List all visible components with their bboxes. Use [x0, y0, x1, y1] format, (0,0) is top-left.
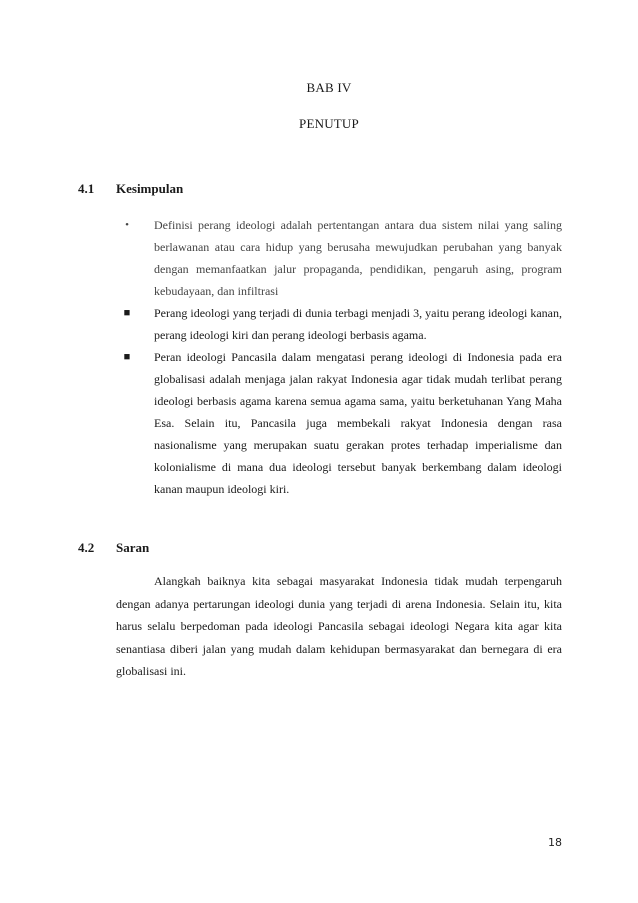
- section-number: 4.1: [78, 181, 95, 196]
- page-number: 18: [548, 836, 562, 849]
- list-item-text: Peran ideologi Pancasila dalam mengatasi perang ideologi di Indonesia pada era globalisasi adalah menjaga jalan rakyat Indonesia agar tidak mudah terlibat perang ideologi berbasis agama karena semua agama sama, yaitu berketuhanan Yang Maha Esa. Selain itu, Pancasila juga membekali rakyat Indonesia dengan rasa nasionalisme yang merupakan suatu gerakan protes terhadap imperialisme dan kolonialisme di mana dua ideologi tersebut banyak berkembang dalam ideologi kanan maupun ideologi kiri.: [154, 350, 562, 496]
- list-item-text: Perang ideologi yang terjadi di dunia terbagi menjadi 3, yaitu perang ideologi kanan, perang ideologi kiri dan perang ideologi berbasis agama.: [154, 306, 562, 342]
- conclusion-list: [120, 214, 562, 500]
- section-title: Saran: [116, 540, 150, 555]
- chapter-title: PENUTUP: [299, 116, 359, 131]
- section-number: 4.2: [78, 540, 95, 555]
- bullet-square-icon: ■: [123, 351, 131, 363]
- bullet-dot-icon: •: [125, 219, 129, 231]
- list-item: [120, 346, 562, 500]
- section-heading-kesimpulan: [78, 181, 183, 197]
- section-title: Kesimpulan: [116, 181, 184, 196]
- list-item-text: Definisi perang ideologi adalah pertentangan antara dua sistem nilai yang saling berlawanan atau cara hidup yang berusaha mewujudkan perubahan yang banyak dengan memanfaatkan jalur propaganda, pendidikan, pengaruh asing, program kebudayaan, dan infiltrasi: [154, 218, 562, 298]
- bullet-square-icon: ■: [123, 307, 131, 319]
- suggestion-paragraph: Alangkah baiknya kita sebagai masyarakat Indonesia tidak mudah terpengaruh dengan adanya pertarungan ideologi dunia yang terjadi di arena Indonesia. Selain itu, kita harus selalu berpedoman pada ideologi Pancasila sebagai ideologi Negara kita agar kita senantiasa diberi jalan yang mudah dalam kehidupan bermasyarakat dan bernegara di era globalisasi ini.: [116, 574, 562, 678]
- list-item: [120, 302, 562, 346]
- section-heading-saran: [78, 540, 149, 556]
- chapter-number: BAB IV: [306, 80, 352, 95]
- list-item: [120, 214, 562, 302]
